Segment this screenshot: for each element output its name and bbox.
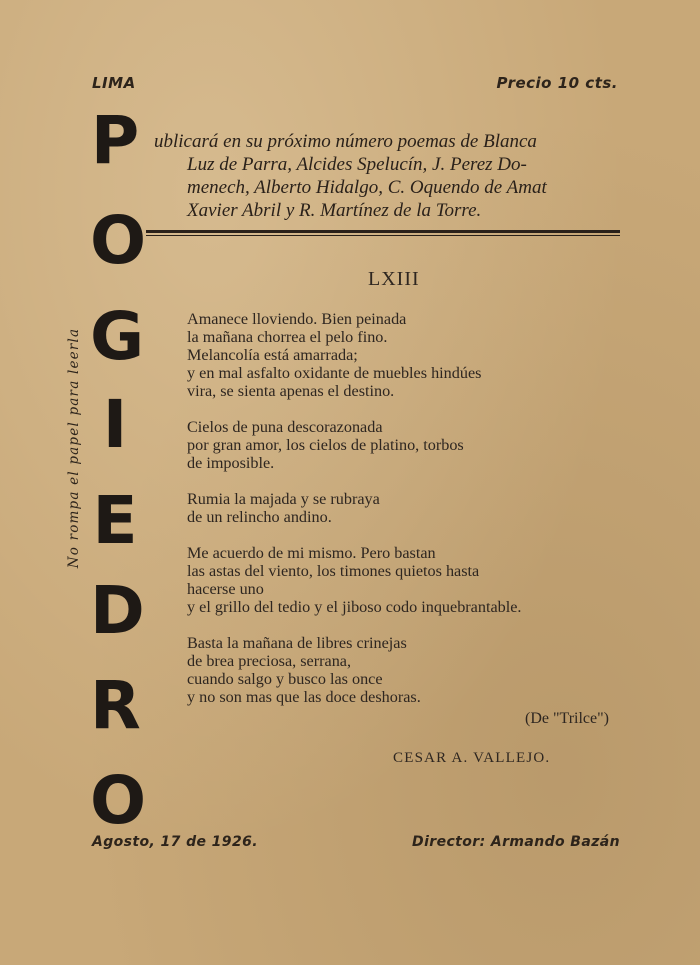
- masthead-letter: D: [90, 572, 145, 649]
- verse-line: Basta la mañana de libres crinejas: [187, 634, 407, 652]
- price-label: Precio 10 cts.: [496, 74, 618, 92]
- verse-line: Cielos de puna descorazonada: [187, 418, 383, 436]
- masthead-letter: P: [90, 102, 140, 179]
- verse-line: por gran amor, los cielos de platino, torbos: [187, 436, 464, 454]
- stanza: [187, 490, 627, 526]
- verse-line: vira, se sienta apenas el destino.: [187, 382, 395, 400]
- divider-rule: [146, 230, 620, 233]
- verse-line: de brea preciosa, serrana,: [187, 652, 352, 670]
- masthead-letter: E: [92, 482, 138, 559]
- verse-line: Rumia la majada y se rubraya: [187, 490, 380, 508]
- masthead-letter: I: [102, 386, 128, 463]
- verse-line: Me acuerdo de mi mismo. Pero bastan: [187, 544, 436, 562]
- verse-line: hacerse uno: [187, 580, 264, 598]
- masthead-letter: G: [90, 298, 145, 375]
- stanza: [187, 418, 627, 472]
- masthead-letter: O: [90, 762, 147, 839]
- announcement-line: Luz de Parra, Alcides Spelucín, J. Perez Do-: [187, 154, 527, 175]
- verse-line: y el grillo del tedio y el jiboso codo inquebrantable.: [187, 598, 522, 616]
- masthead-letter: R: [90, 667, 141, 744]
- place-label: LIMA: [92, 74, 136, 92]
- poem-title: LXIII: [368, 268, 420, 290]
- divider-rule: [146, 235, 620, 236]
- verse-line: y no son mas que las doce deshoras.: [187, 688, 421, 706]
- verse-line: de imposible.: [187, 454, 275, 472]
- issue-date: Agosto, 17 de 1926.: [92, 834, 258, 850]
- stanza: [187, 544, 627, 616]
- announcement-line: menech, Alberto Hidalgo, C. Oquendo de Amat: [187, 177, 547, 198]
- stanza: [187, 310, 627, 400]
- announcement-line: Xavier Abril y R. Martínez de la Torre.: [187, 200, 482, 221]
- poem-author: CESAR A. VALLEJO.: [393, 750, 551, 766]
- poem-source: (De "Trilce"): [524, 710, 609, 727]
- verse-line: de un relincho andino.: [187, 508, 332, 526]
- verse-line: cuando salgo y busco las once: [187, 670, 383, 688]
- poem-body: [187, 310, 627, 724]
- verse-line: las astas del viento, los timones quietos hasta: [187, 562, 480, 580]
- announcement-line: ublicará en su próximo número poemas de Blanca: [154, 131, 537, 152]
- announcement: [154, 130, 624, 222]
- verse-line: Melancolía está amarrada;: [187, 346, 358, 364]
- verse-line: y en mal asfalto oxidante de muebles hindúes: [187, 364, 482, 382]
- side-note: No rompa el papel para leerla: [66, 327, 82, 569]
- verse-line: la mañana chorrea el pelo fino.: [187, 328, 388, 346]
- verse-line: Amanece lloviendo. Bien peinada: [187, 310, 407, 328]
- director-credit: Director: Armando Bazán: [412, 834, 620, 850]
- stanza: [187, 634, 627, 706]
- masthead-letter: O: [90, 202, 147, 279]
